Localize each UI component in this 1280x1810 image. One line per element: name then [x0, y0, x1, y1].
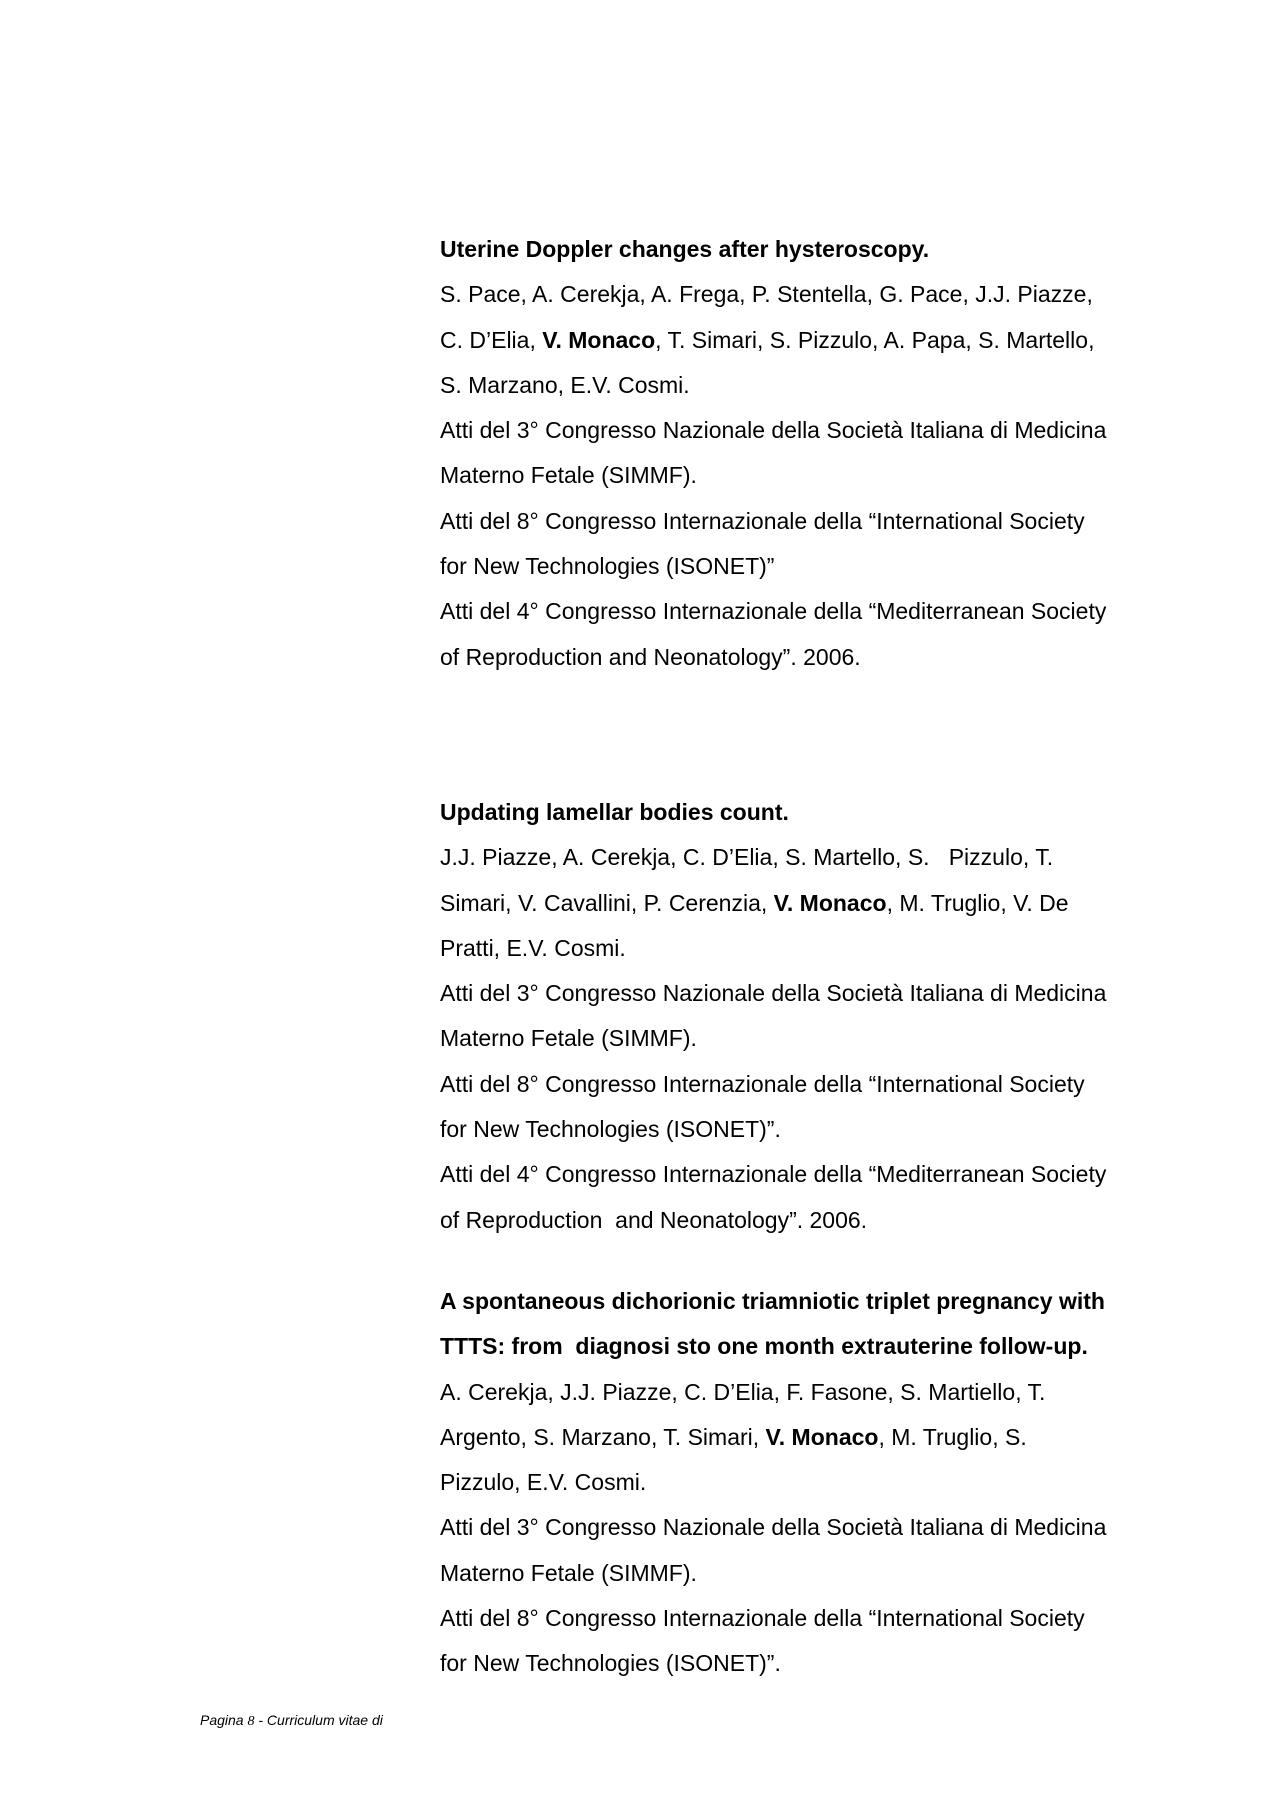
author-line: [440, 881, 1200, 926]
proceedings-line: of Reproduction and Neonatology”. 2006.: [440, 1206, 868, 1233]
proceedings-line: Atti del 3° Congresso Nazionale della Società Italiana di Medicina: [440, 417, 1107, 444]
proceedings-line: of Reproduction and Neonatology”. 2006.: [440, 643, 861, 670]
author-line: A. Cerekja, J.J. Piazze, C. D’Elia, F. Fasone, S. Martiello, T.: [440, 1378, 1046, 1405]
footer-suffix: - Curriculum vitae di: [254, 1712, 383, 1728]
proceedings-line: Materno Fetale (SIMMF).: [440, 1559, 697, 1586]
proceedings-line: Atti del 8° Congresso Internazionale della “International Society: [440, 507, 1085, 534]
proceedings-line: Materno Fetale (SIMMF).: [440, 1025, 697, 1052]
author-line: S. Marzano, E.V. Cosmi.: [440, 371, 690, 398]
publication-title: A spontaneous dichorionic triamniotic triplet pregnancy with: [440, 1287, 1105, 1314]
page-number: 8: [247, 1714, 255, 1729]
proceedings-line: for New Technologies (ISONET)”: [440, 553, 775, 580]
author-text: , M. Truglio, S.: [878, 1423, 1027, 1450]
proceedings-line: Atti del 4° Congresso Internazionale della “Mediterranean Society: [440, 598, 1107, 625]
publication-title: Uterine Doppler changes after hysteroscopy.: [440, 236, 930, 262]
proceedings-line: for New Technologies (ISONET)”.: [440, 1116, 781, 1143]
proceedings-line: Atti del 8° Congresso Internazionale della “International Society: [440, 1070, 1085, 1097]
publication-list: [440, 227, 1200, 1687]
publication-entry: [440, 227, 1200, 680]
author-text: Argento, S. Marzano, T. Simari,: [440, 1423, 766, 1450]
author-text: C. D’Elia,: [440, 326, 543, 353]
author-text: , M. Truglio, V. De: [886, 889, 1069, 916]
author-text: Simari, V. Cavallini, P. Cerenzia,: [440, 889, 774, 916]
publication-title: Updating lamellar bodies count.: [440, 798, 789, 825]
proceedings-line: Atti del 4° Congresso Internazionale della “Mediterranean Society: [440, 1161, 1107, 1188]
highlighted-author: V. Monaco: [765, 1423, 879, 1450]
page-footer: [200, 1711, 383, 1731]
author-line: [440, 1415, 1200, 1460]
footer-prefix: Pagina: [200, 1712, 248, 1728]
publication-entry: [440, 790, 1200, 1243]
author-line: [440, 318, 1200, 363]
author-text: , T. Simari, S. Pizzulo, A. Papa, S. Martello,: [655, 326, 1095, 353]
author-line: J.J. Piazze, A. Cerekja, C. D’Elia, S. Martello, S. Pizzulo, T.: [440, 844, 1054, 871]
publication-title: TTTS: from diagnosi sto one month extrauterine follow-up.: [440, 1333, 1088, 1360]
highlighted-author: V. Monaco: [773, 889, 887, 916]
proceedings-line: Atti del 3° Congresso Nazionale della Società Italiana di Medicina: [440, 1514, 1107, 1541]
proceedings-line: Atti del 3° Congresso Nazionale della Società Italiana di Medicina: [440, 980, 1107, 1007]
highlighted-author: V. Monaco: [542, 326, 656, 353]
author-line: Pratti, E.V. Cosmi.: [440, 934, 626, 961]
proceedings-line: Atti del 8° Congresso Internazionale della “International Society: [440, 1605, 1085, 1632]
author-line: Pizzulo, E.V. Cosmi.: [440, 1469, 647, 1496]
publication-entry: [440, 1279, 1200, 1687]
proceedings-line: Materno Fetale (SIMMF).: [440, 462, 697, 489]
proceedings-line: for New Technologies (ISONET)”.: [440, 1650, 781, 1677]
author-line: S. Pace, A. Cerekja, A. Frega, P. Stentella, G. Pace, J.J. Piazze,: [440, 281, 1093, 308]
